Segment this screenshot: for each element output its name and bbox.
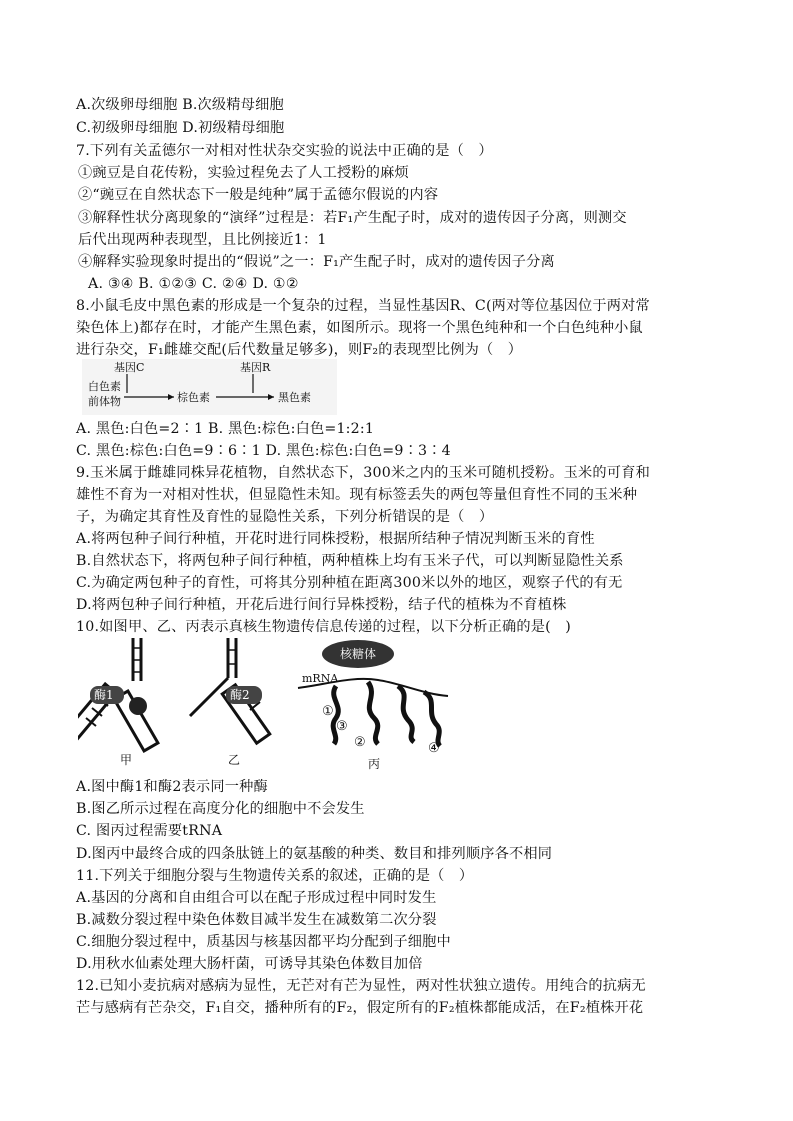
q7-statement-1: ①豌豆是自花传粉，实验过程免去了人工授粉的麻烦 <box>78 165 409 181</box>
enzyme1-blob <box>129 697 147 715</box>
q11-option-a: A.基因的分离和自由组合可以在配子形成过程中同时发生 <box>76 890 437 906</box>
precursor-label-1: 白色素 <box>88 380 121 393</box>
q9-option-d: D.将两包种子间行种植，开花后进行间行异株授粉，结子代的植株为不育植株 <box>76 597 567 613</box>
q11-option-d: D.用秋水仙素处理大肠杆菌，可诱导其染色体数目加倍 <box>76 956 423 972</box>
pigment-pathway-figure <box>82 359 337 415</box>
q10-stem: 10.如图甲、乙、丙表示真核生物遗传信息传递的过程，以下分析正确的是( ) <box>76 619 572 635</box>
panel-yi <box>190 638 270 767</box>
q10-option-d: D.图丙中最终合成的四条肽链上的氨基酸的种类、数目和排列顺序各不相同 <box>76 846 553 862</box>
q10-option-c: C. 图丙过程需要tRNA <box>76 823 223 839</box>
q8-stem-2: 染色体上)都存在时，才能产生黑色素，如图所示。现将一个黑色纯种和一个白色纯种小鼠 <box>76 320 643 336</box>
q10-option-a: A.图中酶1和酶2表示同一种酶 <box>76 779 268 795</box>
q9-option-b: B.自然状态下，将两包种子间行种植，两种植株上均有玉米子代，可以判断显隐性关系 <box>76 553 624 569</box>
q7-statement-3-cont: 后代出现两种表现型，且比例接近1：1 <box>78 232 327 248</box>
q7-statement-4: ④解释实验现象时提出的“假说”之一：F₁产生配子时，成对的遗传因子分离 <box>78 254 555 270</box>
peptide-chain-3 <box>398 686 414 742</box>
enzyme2-label: 酶2 <box>230 688 250 702</box>
panel-jia-label: 甲 <box>120 753 133 767</box>
q8-stem-1: 8.小鼠毛皮中黑色素的形成是一个复杂的过程，当显性基因R、C(两对等位基因位于两对常 <box>76 298 650 314</box>
q7-statement-2: ②“豌豆在自然状态下一般是纯种”属于孟德尔假说的内容 <box>78 187 439 203</box>
panel-bing-label: 丙 <box>368 757 381 771</box>
peptide-chain-2 <box>368 682 378 744</box>
q11-stem: 11.下列关于细胞分裂与生物遗传关系的叙述，正确的是（ ） <box>76 868 474 884</box>
q9-stem-1: 9.玉米属于雌雄同株异花植物，自然状态下，300米之内的玉米可随机授粉。玉米的可育和 <box>76 465 650 481</box>
q11-option-c: C.细胞分裂过程中，质基因与核基因都平均分配到子细胞中 <box>76 934 451 950</box>
q6-options-ab: A.次级卵母细胞 B.次级精母细胞 <box>76 97 284 113</box>
q8-stem-3: 进行杂交，F₁雌雄交配(后代数量足够多)，则F₂的表现型比例为（ ） <box>76 342 523 358</box>
gene-expression-figure <box>78 636 458 772</box>
label-1: ① <box>322 704 334 719</box>
q8-options-ab: A. 黑色:白色=2∶1 B. 黑色:棕色:白色=1:2:1 <box>76 421 375 437</box>
q6-options-cd: C.初级卵母细胞 D.初级精母细胞 <box>76 120 285 136</box>
q9-option-c: C.为确定两包种子的育性，可将其分别种植在距离300米以外的地区，观察子代的有无 <box>76 575 623 591</box>
q11-option-b: B.减数分裂过程中染色体数目减半发生在减数第二次分裂 <box>76 912 437 928</box>
q7-statement-3: ③解释性状分离现象的“演绎”过程是：若F₁产生配子时，成对的遗传因子分离，则测交 <box>78 210 627 226</box>
brown-pigment-label: 棕色素 <box>177 391 210 404</box>
gene-c-label: 基因C <box>114 361 145 374</box>
black-pigment-label: 黑色素 <box>278 391 311 404</box>
peptide-chain-1 <box>333 686 338 744</box>
gene-r-label: 基因R <box>240 361 271 374</box>
q9-stem-2: 雄性不育为一对相对性状，但显隐性未知。现有标签丢失的两包等量但育性不同的玉米种 <box>76 487 638 503</box>
label-2: ② <box>354 735 366 750</box>
ribosome-label: 核糖体 <box>340 647 377 661</box>
panel-jia <box>78 638 158 767</box>
q7-options: A. ③④ B. ①②③ C. ②④ D. ①② <box>88 276 299 292</box>
precursor-label-2: 前体物 <box>88 395 121 408</box>
mrna-label: mRNA <box>302 672 339 685</box>
enzyme1-label: 酶1 <box>94 688 114 702</box>
q10-option-b: B.图乙所示过程在高度分化的细胞中不会发生 <box>76 801 365 817</box>
q7-stem: 7.下列有关孟德尔一对相对性状杂交实验的说法中正确的是（ ） <box>76 143 493 159</box>
q12-stem-2: 芒与感病有芒杂交，F₁自交，播种所有的F₂，假定所有的F₂植株都能成活，在F₂植株开花 <box>76 1000 644 1016</box>
q8-options-cd: C. 黑色:棕色:白色=9∶6∶1 D. 黑色:棕色:白色=9∶3∶4 <box>76 443 451 459</box>
q9-stem-3: 子，为确定其育性及育性的显隐性关系，下列分析错误的是（ ） <box>76 509 494 525</box>
label-3: ③ <box>336 719 348 734</box>
panel-bing <box>298 640 448 771</box>
panel-yi-label: 乙 <box>228 753 241 767</box>
q12-stem-1: 12.已知小麦抗病对感病为显性，无芒对有芒为显性，两对性状独立遗传。用纯合的抗病无 <box>76 978 646 994</box>
q9-option-a: A.将两包种子间行种植，开花时进行同株授粉，根据所结种子情况判断玉米的育性 <box>76 531 595 547</box>
peptide-chain-4 <box>424 692 440 746</box>
label-4: ④ <box>428 741 440 756</box>
